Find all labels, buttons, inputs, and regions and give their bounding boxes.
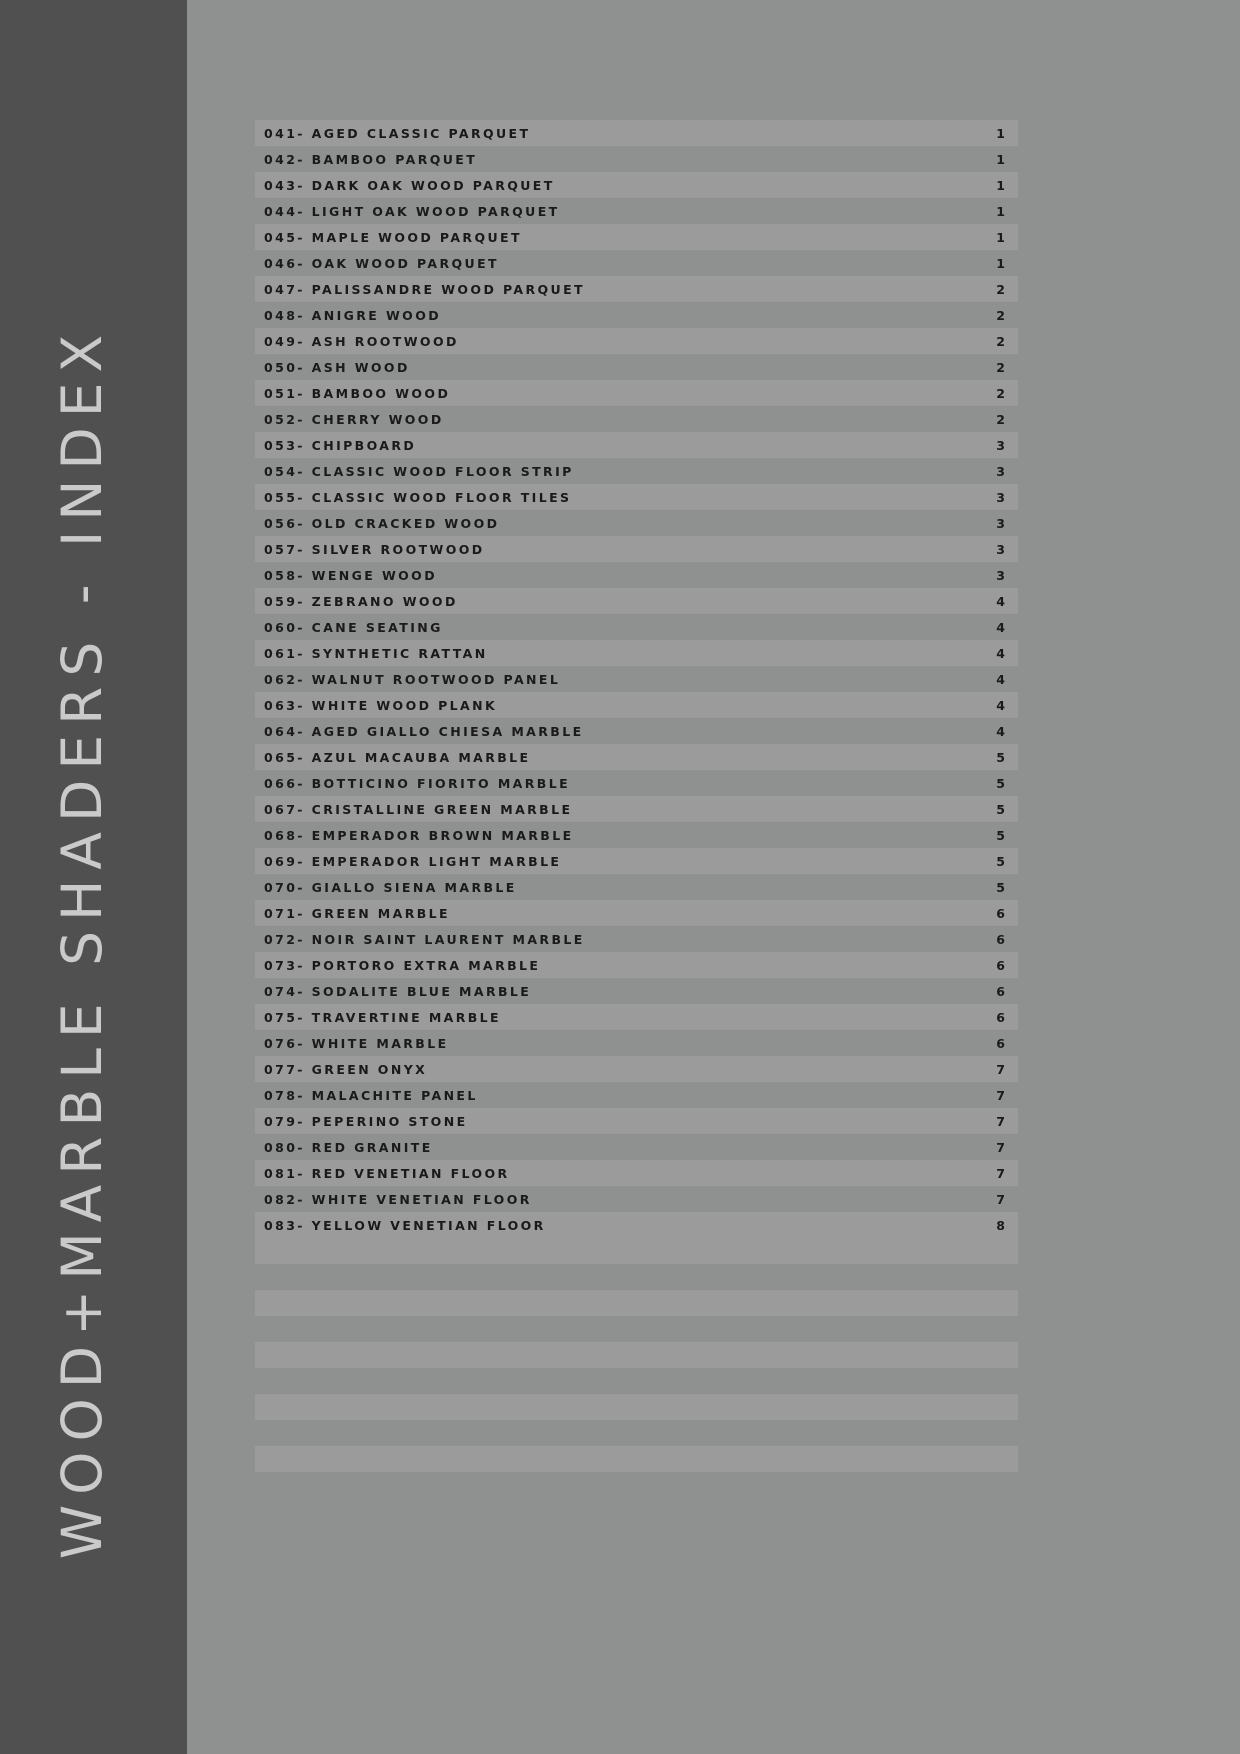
index-entry-label: 080- RED GRANITE — [264, 1139, 433, 1155]
index-entry-page: 7 — [996, 1139, 1006, 1155]
index-entry-page: 1 — [996, 151, 1006, 167]
index-entry-label: 063- WHITE WOOD PLANK — [264, 697, 498, 713]
index-entry-label: 049- ASH ROOTWOOD — [264, 333, 459, 349]
index-row[interactable] — [255, 510, 1018, 536]
index-row[interactable] — [255, 250, 1018, 276]
index-entry-page: 1 — [996, 177, 1006, 193]
index-entry-page: 1 — [996, 125, 1006, 141]
index-row[interactable] — [255, 952, 1018, 978]
index-entry-label: 051- BAMBOO WOOD — [264, 385, 451, 401]
index-row[interactable] — [255, 536, 1018, 562]
index-row[interactable] — [255, 146, 1018, 172]
index-entry-label: 066- BOTTICINO FIORITO MARBLE — [264, 775, 571, 791]
index-entry-page: 6 — [996, 1035, 1006, 1051]
index-entry-page: 3 — [996, 515, 1006, 531]
index-row[interactable] — [255, 796, 1018, 822]
index-row[interactable] — [255, 692, 1018, 718]
index-row[interactable] — [255, 770, 1018, 796]
sidebar — [0, 0, 187, 1754]
empty-stripe — [255, 1238, 1018, 1264]
index-entry-page: 1 — [996, 255, 1006, 271]
index-entry-label: 055- CLASSIC WOOD FLOOR TILES — [264, 489, 572, 505]
index-entry-label: 053- CHIPBOARD — [264, 437, 417, 453]
index-entry-label: 042- BAMBOO PARQUET — [264, 151, 478, 167]
index-entry-label: 059- ZEBRANO WOOD — [264, 593, 458, 609]
index-entry-label: 064- AGED GIALLO CHIESA MARBLE — [264, 723, 584, 739]
index-entry-label: 082- WHITE VENETIAN FLOOR — [264, 1191, 532, 1207]
index-entry-page: 5 — [996, 749, 1006, 765]
index-entry-page: 3 — [996, 463, 1006, 479]
index-entry-page: 1 — [996, 229, 1006, 245]
index-row[interactable] — [255, 120, 1018, 146]
index-row[interactable] — [255, 1082, 1018, 1108]
index-row[interactable] — [255, 1160, 1018, 1186]
index-entry-label: 076- WHITE MARBLE — [264, 1035, 449, 1051]
index-entry-page: 5 — [996, 827, 1006, 843]
index-row[interactable] — [255, 354, 1018, 380]
index-entry-label: 061- SYNTHETIC RATTAN — [264, 645, 488, 661]
index-row[interactable] — [255, 900, 1018, 926]
index-entry-label: 044- LIGHT OAK WOOD PARQUET — [264, 203, 560, 219]
index-entry-label: 050- ASH WOOD — [264, 359, 410, 375]
index-entry-label: 048- ANIGRE WOOD — [264, 307, 442, 323]
index-row[interactable] — [255, 848, 1018, 874]
index-entry-page: 2 — [996, 333, 1006, 349]
empty-stripe — [255, 1446, 1018, 1472]
index-row[interactable] — [255, 458, 1018, 484]
index-entry-page: 5 — [996, 775, 1006, 791]
index-entry-label: 078- MALACHITE PANEL — [264, 1087, 478, 1103]
index-entry-page: 4 — [996, 723, 1006, 739]
index-row[interactable] — [255, 822, 1018, 848]
index-row[interactable] — [255, 172, 1018, 198]
index-entry-label: 047- PALISSANDRE WOOD PARQUET — [264, 281, 585, 297]
index-entry-label: 072- NOIR SAINT LAURENT MARBLE — [264, 931, 585, 947]
index-row[interactable] — [255, 1030, 1018, 1056]
index-row[interactable] — [255, 484, 1018, 510]
index-entry-page: 7 — [996, 1191, 1006, 1207]
index-entry-label: 083- YELLOW VENETIAN FLOOR — [264, 1217, 546, 1233]
index-entry-label: 054- CLASSIC WOOD FLOOR STRIP — [264, 463, 574, 479]
index-row[interactable] — [255, 406, 1018, 432]
index-entry-label: 068- EMPERADOR BROWN MARBLE — [264, 827, 574, 843]
index-row[interactable] — [255, 224, 1018, 250]
empty-stripe — [255, 1290, 1018, 1316]
index-entry-label: 060- CANE SEATING — [264, 619, 443, 635]
index-entry-page: 2 — [996, 307, 1006, 323]
index-entry-page: 5 — [996, 879, 1006, 895]
index-entry-page: 3 — [996, 437, 1006, 453]
index-row[interactable] — [255, 198, 1018, 224]
index-row[interactable] — [255, 1186, 1018, 1212]
empty-stripe — [255, 1368, 1018, 1394]
index-entry-page: 3 — [996, 489, 1006, 505]
index-entry-page: 6 — [996, 983, 1006, 999]
index-row[interactable] — [255, 380, 1018, 406]
index-entry-page: 4 — [996, 697, 1006, 713]
empty-stripe — [255, 1264, 1018, 1290]
index-entry-page: 1 — [996, 203, 1006, 219]
index-entry-page: 2 — [996, 359, 1006, 375]
index-row[interactable] — [255, 1056, 1018, 1082]
index-entry-label: 081- RED VENETIAN FLOOR — [264, 1165, 510, 1181]
index-entry-label: 074- SODALITE BLUE MARBLE — [264, 983, 532, 999]
index-row[interactable] — [255, 1212, 1018, 1238]
index-entry-label: 041- AGED CLASSIC PARQUET — [264, 125, 531, 141]
index-entry-label: 052- CHERRY WOOD — [264, 411, 444, 427]
index-entry-page: 4 — [996, 671, 1006, 687]
index-entry-page: 3 — [996, 541, 1006, 557]
index-entry-label: 069- EMPERADOR LIGHT MARBLE — [264, 853, 562, 869]
index-entry-page: 5 — [996, 853, 1006, 869]
index-entry-label: 046- OAK WOOD PARQUET — [264, 255, 499, 271]
index-entry-page: 6 — [996, 1009, 1006, 1025]
index-entry-page: 6 — [996, 905, 1006, 921]
index-row[interactable] — [255, 640, 1018, 666]
sidebar-title: WOOD+MARBLE SHADERS - INDEX — [50, 324, 114, 1560]
index-row[interactable] — [255, 302, 1018, 328]
index-entry-page: 3 — [996, 567, 1006, 583]
index-entry-label: 079- PEPERINO STONE — [264, 1113, 468, 1129]
index-entry-label: 045- MAPLE WOOD PARQUET — [264, 229, 522, 245]
index-entry-label: 070- GIALLO SIENA MARBLE — [264, 879, 517, 895]
index-entry-label: 075- TRAVERTINE MARBLE — [264, 1009, 501, 1025]
index-entry-page: 4 — [996, 593, 1006, 609]
index-row[interactable] — [255, 614, 1018, 640]
index-row[interactable] — [255, 1134, 1018, 1160]
index-entry-label: 065- AZUL MACAUBA MARBLE — [264, 749, 531, 765]
index-entry-label: 067- CRISTALLINE GREEN MARBLE — [264, 801, 573, 817]
index-entry-page: 8 — [996, 1217, 1006, 1233]
empty-stripe — [255, 1342, 1018, 1368]
index-entry-label: 071- GREEN MARBLE — [264, 905, 450, 921]
index-entry-page: 5 — [996, 801, 1006, 817]
index-empty-stripes — [255, 1238, 1018, 1498]
index-entry-label: 077- GREEN ONYX — [264, 1061, 428, 1077]
index-entry-label: 057- SILVER ROOTWOOD — [264, 541, 485, 557]
index-row[interactable] — [255, 978, 1018, 1004]
index-row[interactable] — [255, 718, 1018, 744]
index-row[interactable] — [255, 1004, 1018, 1030]
index-row[interactable] — [255, 328, 1018, 354]
index-row[interactable] — [255, 432, 1018, 458]
index-entry-label: 056- OLD CRACKED WOOD — [264, 515, 500, 531]
index-row[interactable] — [255, 666, 1018, 692]
index-entry-page: 7 — [996, 1165, 1006, 1181]
index-entry-page: 7 — [996, 1087, 1006, 1103]
index-entry-page: 7 — [996, 1061, 1006, 1077]
index-row[interactable] — [255, 744, 1018, 770]
index-row[interactable] — [255, 588, 1018, 614]
index-entry-page: 4 — [996, 645, 1006, 661]
empty-stripe — [255, 1472, 1018, 1498]
index-row[interactable] — [255, 874, 1018, 900]
index-row[interactable] — [255, 926, 1018, 952]
index-list — [255, 120, 1018, 1238]
index-row[interactable] — [255, 1108, 1018, 1134]
index-entry-label: 062- WALNUT ROOTWOOD PANEL — [264, 671, 561, 687]
index-entry-page: 2 — [996, 411, 1006, 427]
index-entry-page: 2 — [996, 385, 1006, 401]
index-row[interactable] — [255, 562, 1018, 588]
index-entry-page: 4 — [996, 619, 1006, 635]
index-entry-label: 058- WENGE WOOD — [264, 567, 437, 583]
empty-stripe — [255, 1420, 1018, 1446]
index-entry-page: 6 — [996, 931, 1006, 947]
empty-stripe — [255, 1316, 1018, 1342]
index-entry-label: 073- PORTORO EXTRA MARBLE — [264, 957, 541, 973]
index-row[interactable] — [255, 276, 1018, 302]
empty-stripe — [255, 1394, 1018, 1420]
index-entry-page: 7 — [996, 1113, 1006, 1129]
index-entry-page: 6 — [996, 957, 1006, 973]
index-entry-page: 2 — [996, 281, 1006, 297]
index-entry-label: 043- DARK OAK WOOD PARQUET — [264, 177, 555, 193]
